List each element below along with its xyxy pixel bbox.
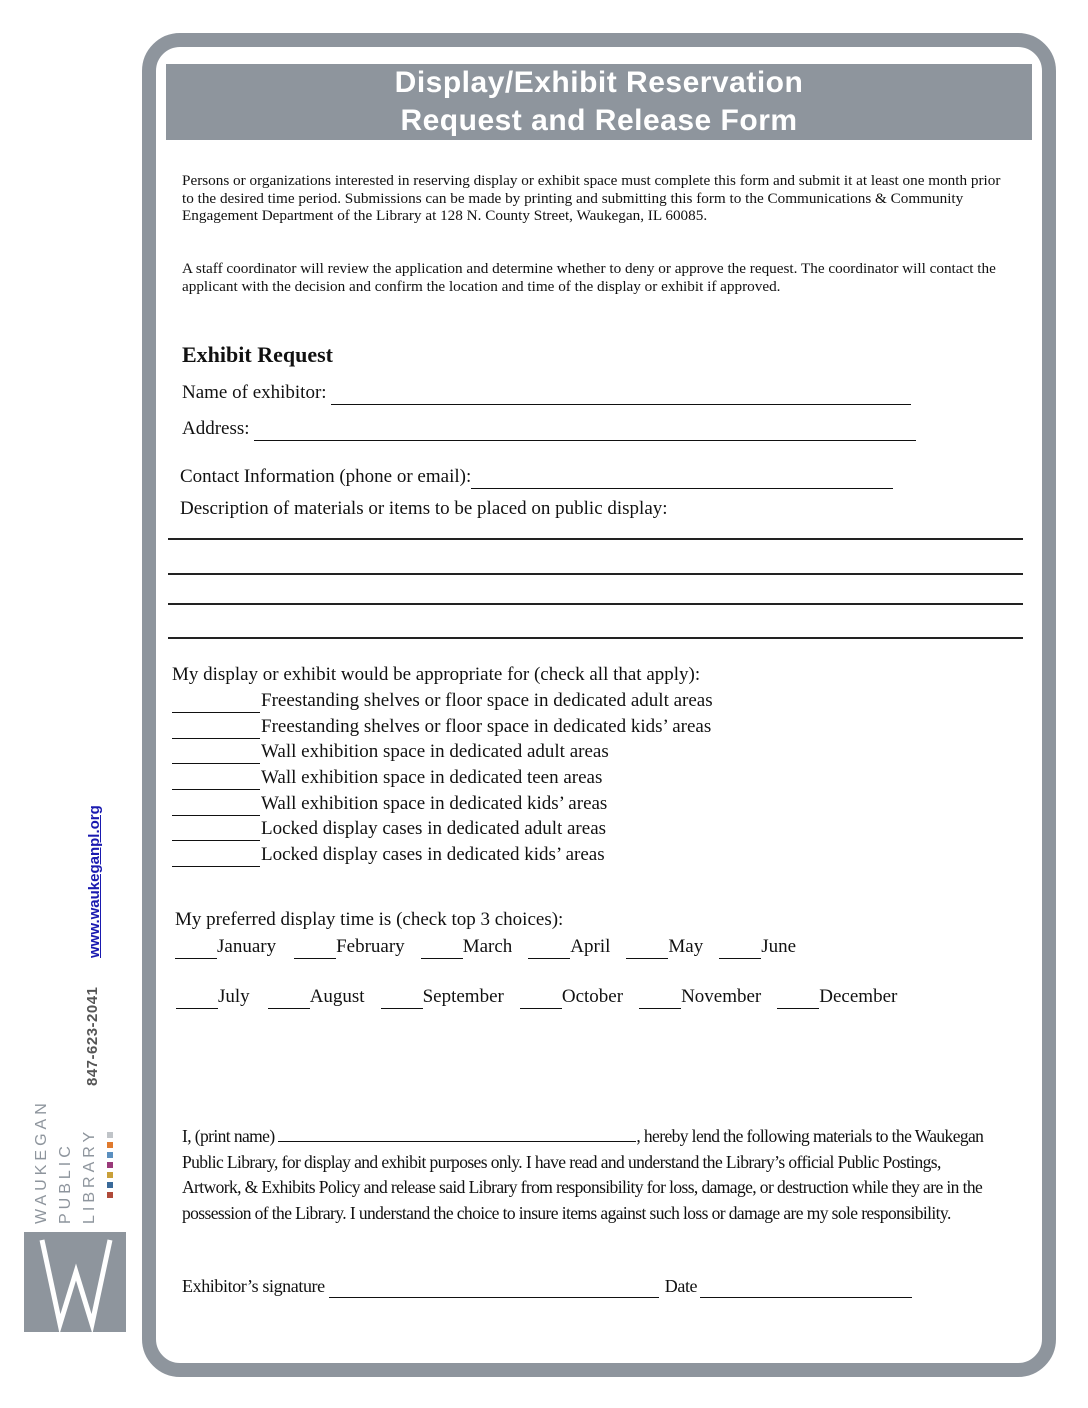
option-label: Wall exhibition space in dedicated teen areas [261, 767, 603, 788]
month-label: August [309, 986, 365, 1007]
option-label: Locked display cases in dedicated kids’ areas [261, 844, 605, 865]
name-input-line[interactable] [331, 384, 911, 405]
month-item [381, 985, 504, 1009]
month-label: May [668, 936, 704, 957]
logo-square [107, 1152, 113, 1158]
month-label: January [217, 936, 277, 957]
description-label: Description of materials or items to be placed on public display: [180, 498, 668, 519]
month-checkbox-line[interactable] [777, 988, 819, 1009]
description-line-1[interactable] [168, 538, 1023, 540]
option-row [172, 792, 607, 816]
month-checkbox-line[interactable] [719, 938, 761, 959]
month-item [626, 935, 703, 959]
option-label: Freestanding shelves or floor space in dedicated kids’ areas [261, 716, 712, 737]
signature-input-line[interactable] [329, 1277, 659, 1298]
month-row-1 [175, 935, 796, 959]
print-name-input-line[interactable] [278, 1125, 636, 1142]
option-label: Freestanding shelves or floor space in dedicated adult areas [261, 690, 713, 711]
month-checkbox-line[interactable] [175, 938, 217, 959]
release-body: Waukegan Public Library, for display and exhibit purposes only. I have read and understand the Library’s official Public Postings, Artwork, & Exhibits Policy and release said Library from responsibility for loss, damage, or destruction while they are in the possession of the Library. I understand the choice to insure items against such loss or damage are my sole responsibility. [182, 1126, 984, 1223]
option-checkbox-line[interactable] [172, 846, 260, 867]
library-name-line-1: WAUKEGAN [33, 1099, 50, 1224]
month-item [528, 935, 610, 959]
month-checkbox-line[interactable] [381, 988, 423, 1009]
option-label: Locked display cases in dedicated adult areas [261, 818, 607, 839]
logo-square [107, 1142, 113, 1148]
description-line-3[interactable] [168, 603, 1023, 605]
contact-input-line[interactable] [471, 468, 893, 489]
name-label: Name of exhibitor: [182, 382, 327, 403]
month-checkbox-line[interactable] [421, 938, 463, 959]
month-checkbox-line[interactable] [520, 988, 562, 1009]
month-label: December [819, 986, 898, 1007]
option-row [172, 817, 606, 841]
month-item [639, 985, 761, 1009]
release-statement [182, 1124, 1002, 1226]
release-suffix: , hereby lend the following materials to the [636, 1126, 912, 1146]
library-name [30, 1099, 102, 1224]
name-field [182, 381, 911, 405]
month-checkbox-line[interactable] [268, 988, 310, 1009]
option-checkbox-line[interactable] [172, 795, 260, 816]
library-name-line-2: PUBLIC [57, 1142, 74, 1224]
month-item [268, 985, 365, 1009]
library-website-link[interactable]: www.waukeganpl.org [86, 805, 103, 958]
exhibit-request-heading: Exhibit Request [182, 342, 333, 367]
month-item [175, 935, 276, 959]
option-row [172, 766, 602, 790]
address-label: Address: [182, 418, 250, 439]
month-checkbox-line[interactable] [294, 938, 336, 959]
date-label: Date [664, 1276, 698, 1296]
signature-row [182, 1274, 912, 1298]
logo-square [107, 1172, 113, 1178]
month-label: April [570, 936, 611, 957]
appropriate-label: My display or exhibit would be appropriate for (check all that apply): [172, 664, 701, 685]
library-logo-w-icon [24, 1232, 126, 1332]
month-item [294, 935, 405, 959]
logo-square [107, 1132, 113, 1138]
print-name-label: I, (print name) [182, 1126, 275, 1146]
month-item [719, 935, 796, 959]
month-row-2 [176, 985, 897, 1009]
option-row [172, 689, 713, 713]
month-item [176, 985, 250, 1009]
form-title [166, 64, 1032, 140]
month-checkbox-line[interactable] [626, 938, 668, 959]
option-label: Wall exhibition space in dedicated kids’ areas [261, 793, 608, 814]
contact-label: Contact Information (phone or email): [180, 466, 472, 487]
description-line-2[interactable] [168, 573, 1023, 575]
intro-paragraph-1: Persons or organizations interested in reserving display or exhibit space must complete this form and submit it at least one month prior to the desired time period. Submissions can be made by printing and submitting this form to the Communications & Community Engagement Department of the Library at 128 N. County Street, Waukegan, IL 60085. [182, 172, 1001, 224]
contact-field [180, 465, 893, 489]
month-label: July [218, 986, 250, 1007]
option-checkbox-line[interactable] [172, 769, 260, 790]
month-item [777, 985, 897, 1009]
option-checkbox-line[interactable] [172, 692, 260, 713]
month-label: February [336, 936, 405, 957]
month-label: November [681, 986, 762, 1007]
title-line-1: Display/Exhibit Reservation [394, 66, 804, 99]
month-checkbox-line[interactable] [176, 988, 218, 1009]
library-name-line-3: LIBRARY [81, 1127, 98, 1224]
month-label: June [761, 936, 797, 957]
option-checkbox-line[interactable] [172, 743, 260, 764]
logo-square [107, 1192, 113, 1198]
month-label: October [561, 986, 624, 1007]
month-label: March [462, 936, 513, 957]
month-label: September [422, 986, 504, 1007]
option-checkbox-line[interactable] [172, 820, 260, 841]
description-line-4[interactable] [168, 637, 1023, 639]
month-checkbox-line[interactable] [639, 988, 681, 1009]
month-checkbox-line[interactable] [528, 938, 570, 959]
logo-square [107, 1162, 113, 1168]
address-input-line[interactable] [254, 420, 916, 441]
logo-square [107, 1182, 113, 1188]
month-item [421, 935, 513, 959]
signature-label: Exhibitor’s signature [182, 1276, 325, 1296]
title-line-2: Request and Release Form [400, 104, 798, 137]
option-label: Wall exhibition space in dedicated adult areas [261, 741, 609, 762]
option-row [172, 740, 609, 764]
option-row [172, 843, 605, 867]
display-time-label: My preferred display time is (check top 3 choices): [175, 909, 564, 930]
month-item [520, 985, 623, 1009]
option-checkbox-line[interactable] [172, 718, 260, 739]
library-phone: 847-623-2041 [84, 986, 101, 1086]
intro-paragraph-2: A staff coordinator will review the application and determine whether to deny or approve the request. The coordinator will contact the applicant with the decision and confirm the location and time of the display or exhibit if approved. [182, 260, 996, 295]
option-row [172, 715, 711, 739]
address-field [182, 417, 916, 441]
logo-color-squares [107, 1132, 121, 1212]
date-input-line[interactable] [700, 1277, 912, 1298]
